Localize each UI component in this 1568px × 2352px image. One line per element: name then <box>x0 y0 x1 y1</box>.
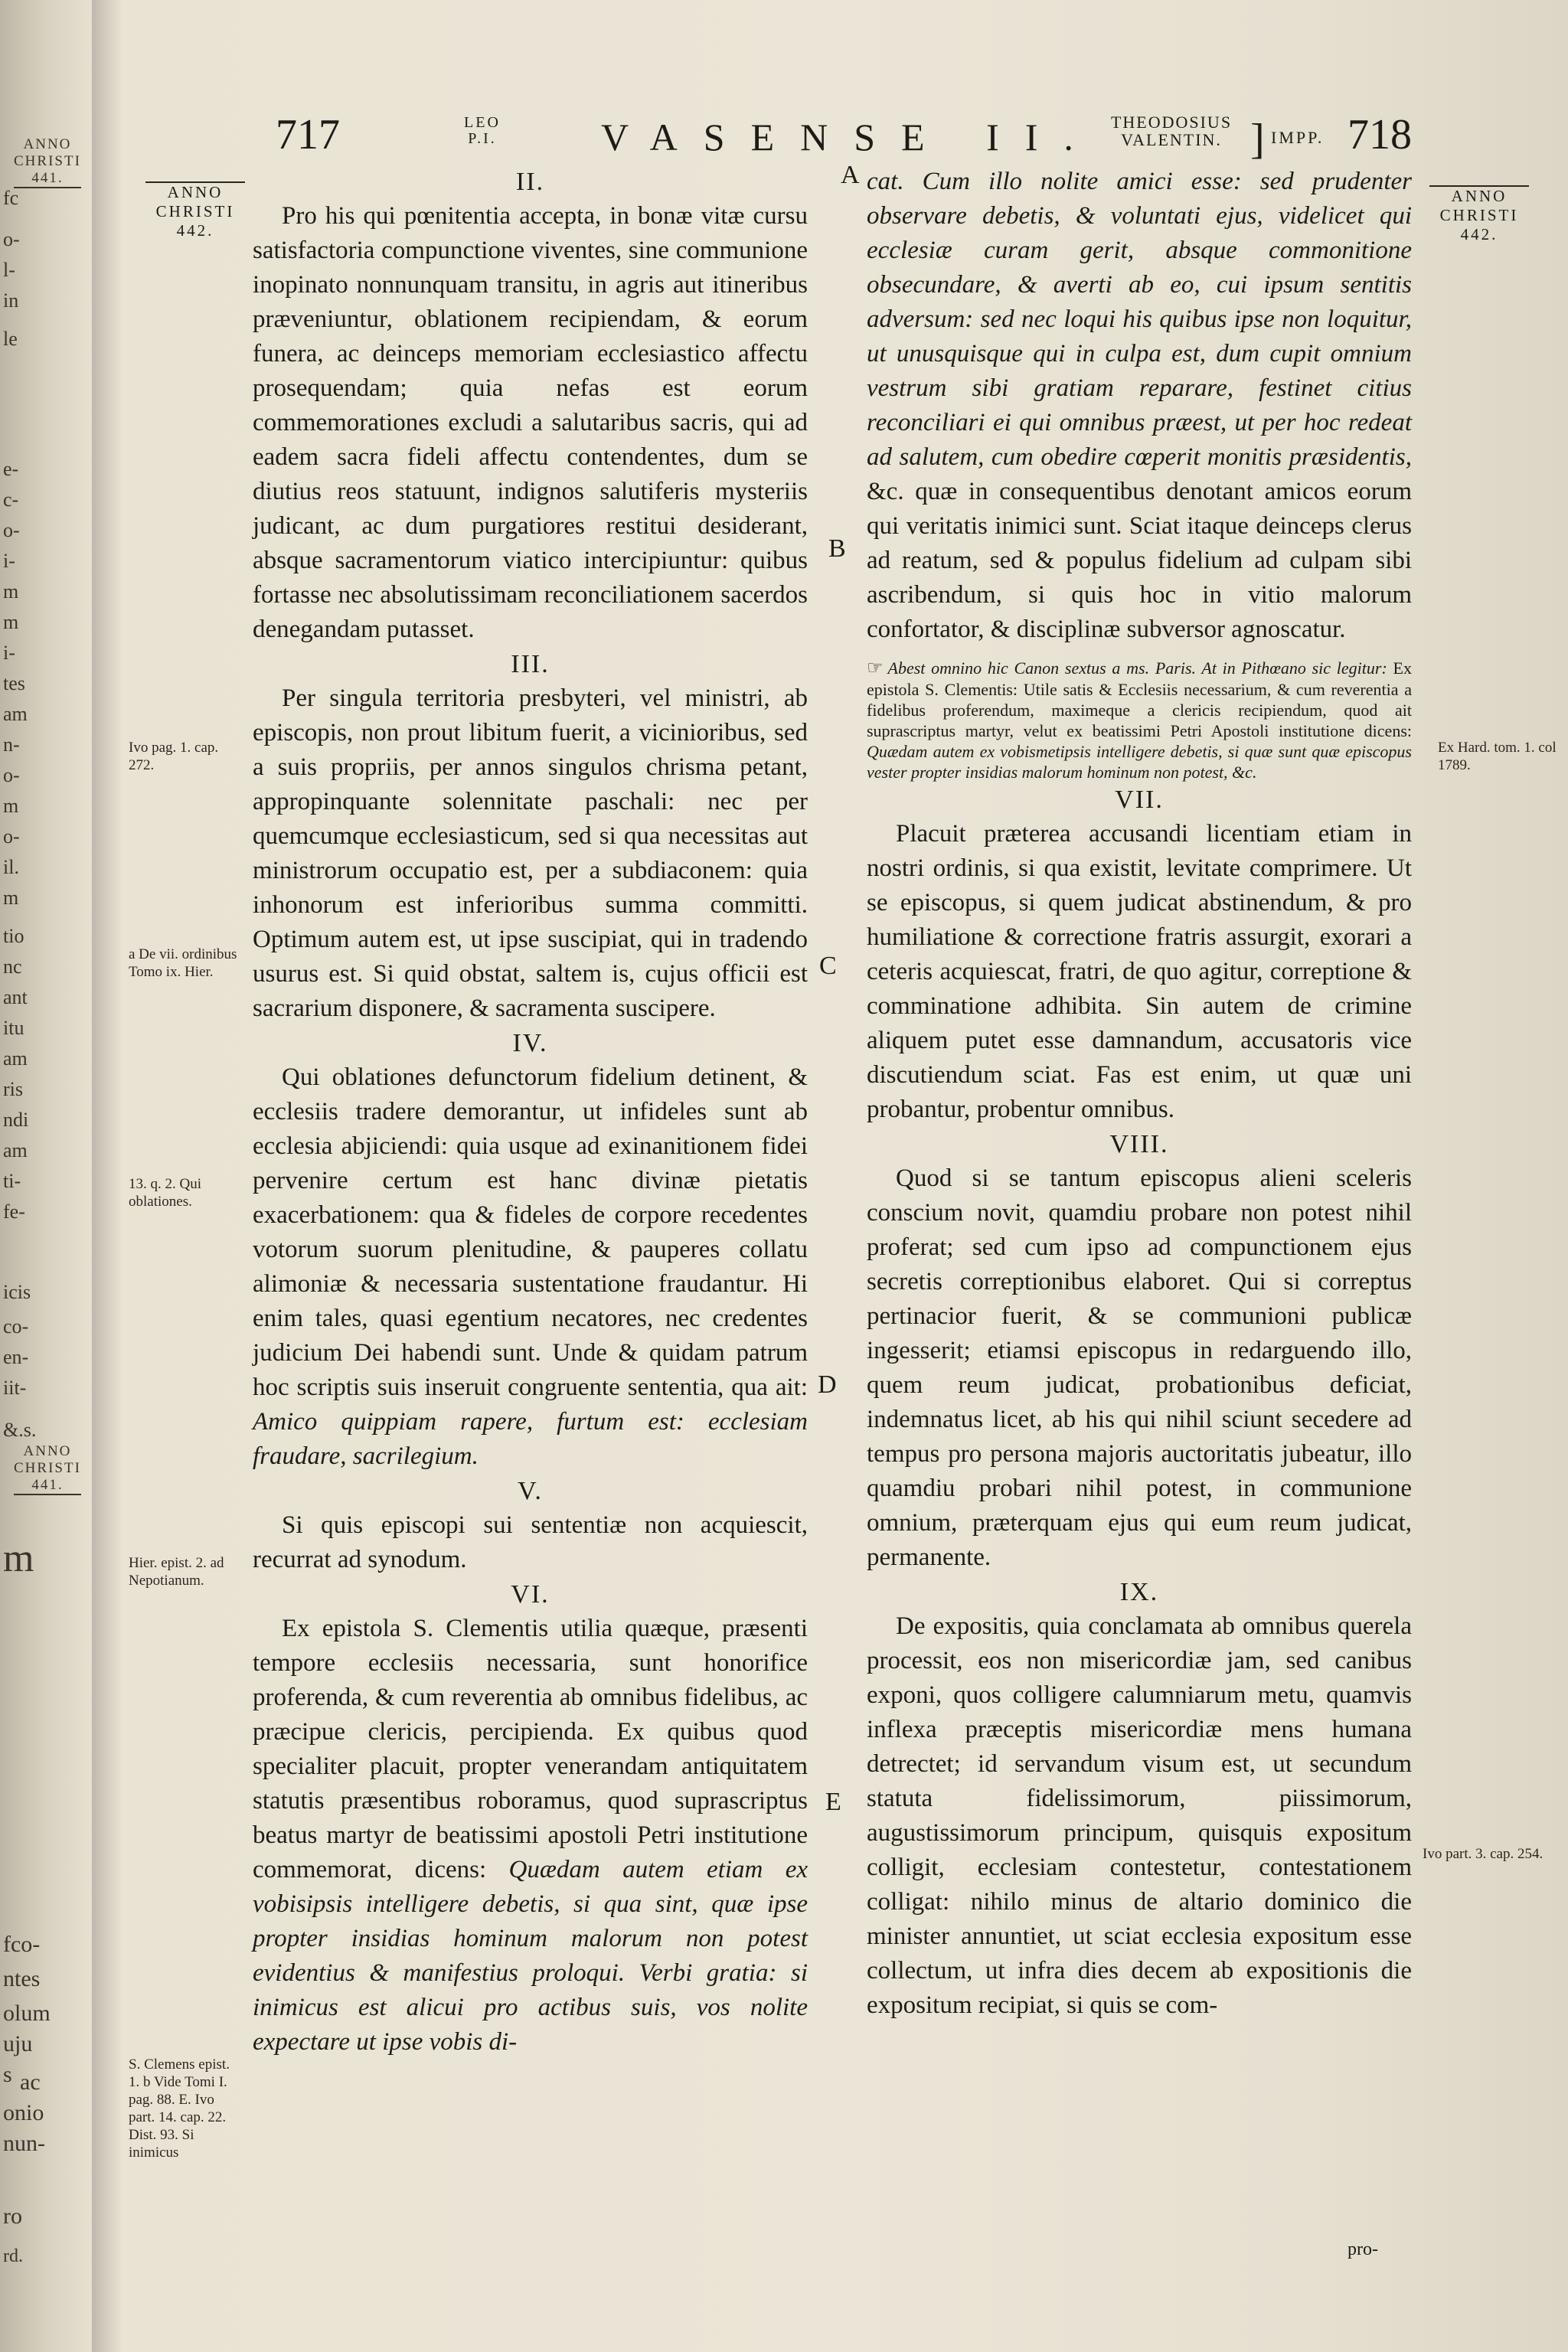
canon-iv-quote: Amico quippiam rapere, furtum est: ecclesiam fraudare, sacrilegium. <box>253 1408 808 1470</box>
canon-heading-viii: VIII. <box>1109 1130 1169 1158</box>
anno-box-right: ANNO CHRISTI 442. <box>1426 184 1533 245</box>
anno-box-left: ANNO CHRISTI 442. <box>142 180 249 241</box>
page-number-left: 717 <box>276 111 340 158</box>
canon-vii-text: Placuit præterea accusandi licentiam etiam in nostri ordinis, si qua existit, levitate comprimere. Ut se episcopus, si quem judicat abstinendum, & pro humiliatione & correctione fratris assurgit, exorari a ceteris acquiescat, fratri, de quo agitur, correptione & comminatione adhibita. Sin autem de crimine aliquem putet esse damnandum, accusatoris vice discutiendum sciat. Fas est enim, ut quæ uni probantur, probentur omnibus. <box>867 820 1412 1123</box>
bracket-glyph: ] <box>1250 116 1265 163</box>
clemens-continued-quote: cat. Cum illo nolite amici esse: sed prudenter observare debetis, & voluntati ejus, videlicet qui ecclesiæ curam gerit, absque commonitione obsecundare, & averti ab eo, cui ipsum sentitis adversum: sed nec loqui his quibus ipse non loquitur, ut unusquisque qui in culpa est, dum cupit omnium vestrum sibi gratiam reparare, festinet citius reconciliari ei qui omnibus præest, ut per hoc redeat ad salutem, cum obedire cœperit monitis præsidentis, <box>867 168 1412 471</box>
margin-note-de-vii-ordinibus: a De vii. ordinibus Tomo ix. Hier. <box>129 946 237 980</box>
running-header <box>253 111 1412 168</box>
editorial-note <box>867 658 1412 782</box>
pointing-hand-icon: ☞ <box>867 658 884 678</box>
margin-note-hard: Ex Hard. tom. 1. col 1789. <box>1438 740 1557 773</box>
section-letter-b: B <box>828 534 846 563</box>
canon-heading-vi: VI. <box>511 1580 550 1609</box>
canon-ix-text: De expositis, quia conclamata ab omnibus querela processit, eos non misericordiæ jam, sed canibus exponi, quos colligere calumniarum metu, quamvis inflexa præceptis misericordiæ mens humana detrectet; id servandum visum est, ut secundum statuta fidelissimorum, piissimorum, augustissimorum principum, quisquis expositum colligit, ecclesiam contestetur, contestationem colligat: nihilo minus de altario dominico die minister annuntiet, ut sciat ecclesia expositum esse collectum, ut infra dies decem ab expositionis die expositum recipiat, si quis se com- <box>867 1612 1412 2019</box>
canon-vi-quote: Quædam autem etiam ex vobisipsis intelligere debetis, si qua sint, quæ ipse propter insidias hominum malorum non potest evidentius & manifestius proloqui. Verbi gratia: si inimicus est alicui pro actibus suis, vos nolite expectare ut ipse vobis di- <box>253 1856 808 2056</box>
section-letter-e: E <box>825 1788 841 1816</box>
canon-heading-vii: VII. <box>1115 786 1164 814</box>
page-number-right: 718 <box>1348 111 1412 158</box>
left-text-column <box>253 165 808 2060</box>
section-letter-d: D <box>818 1370 837 1399</box>
emperors-heading: THEODOSIUS VALENTIN. <box>1110 113 1233 150</box>
canon-v-text: Si quis episcopi sui sententiæ non acquiescit, recurrat ad synodum. <box>253 1511 808 1573</box>
impp-heading: IMPP. <box>1271 128 1325 147</box>
canon-heading-iv: IV. <box>512 1029 548 1057</box>
margin-note-clemens: S. Clemens epist. 1. b Vide Tomi I. pag. 88. E. Ivo part. 14. cap. 22. Dist. 93. Si inimicus <box>129 2056 230 2161</box>
pope-heading: LEO P.I. <box>464 114 501 147</box>
canon-heading-ii: II. <box>515 168 545 196</box>
margin-note-hieronymus: Hier. epist. 2. ad Nepotianum. <box>129 1555 224 1589</box>
catchword: pro- <box>1348 2239 1378 2259</box>
canon-ii-text: Pro his qui pœnitentia accepta, in bonæ vitæ cursu satisfactoria compunctione viventes, sine communione inopinato nonnunquam transitu, in agris aut itineribus præveniuntur, oblationem recipiendam, & eorum funera, ac deinceps memoriam ecclesiastico affectu prosequendam; quia nefas est eorum commemorationes excludi a salutaribus sacris, qui ad eadem sacra fideli affectu contendentes, dum se diutius reos statuunt, indignos salutiferis mysteriis judicant, ac dum purgatiores restitui desiderant, absque sacramentorum viatico intercipiuntur: quibus fortasse nec absolutissimam reconciliationem sacerdos denegandam putasset. <box>253 202 808 643</box>
editorial-note-text: Ex epistola S. Clementis: Utile satis & Ecclesiis necessarium, & cum reverentia a fidelibus proferendum, maximeque a clericis recipiendum, quod ait suprascriptus martyr, velut ex beatissimi Petri Apostoli institutione dicens: <box>867 658 1412 740</box>
right-text-column <box>867 165 1412 2023</box>
canon-iv-paragraph <box>253 1060 808 1474</box>
canon-heading-v: V. <box>518 1477 543 1505</box>
canon-vi-paragraph <box>253 1612 808 2060</box>
section-letter-c: C <box>819 952 837 980</box>
previous-page-strip: ANNO CHRISTI 441. fc o- l- in le e- c- o- i- m m i- tes am n- o- m o- il. m tio nc ant itu am ris ndi am ti- fe- icis co- en- iit- &.s. ANNO CHRISTI 441. m fco- ntes olum uju s ac onio nun- ro rd. <box>3 136 81 2266</box>
editorial-note-italic: Abest omnino hic Canon sextus a ms. Paris. At in Pithœano sic legitur: <box>887 658 1387 678</box>
left-strip-anno-box: ANNO CHRISTI 441. <box>14 136 81 188</box>
margin-note-ivo-part3: Ivo part. 3. cap. 254. <box>1423 1846 1544 1862</box>
running-title: VASENSE II. <box>601 116 1099 158</box>
left-strip-anno-box-lower: ANNO CHRISTI 441. <box>14 1443 81 1495</box>
margin-note-qui-oblationes: 13. q. 2. Qui oblationes. <box>129 1176 201 1210</box>
editorial-note-quote: Quædam autem ex vobismetipsis intelligere debetis, si quæ sunt quæ episcopus vester propter insidias malorum hominum non potest, &c. <box>867 742 1412 782</box>
canon-vi-text: Ex epistola S. Clementis utilia quæque, præsenti tempore ecclesiis necessaria, sunt honorifice proferenda, & cum reverentia ab omnibus fidelibus, ac præcipue clericis, percipienda. Ex quibus quod specialiter placuit, propter venerandam antiquitatem statutis præsentibus roboramus, quod suprascriptus beatus martyr de beatissimi apostoli Petri institutione commemorat, dicens: <box>253 1615 808 1883</box>
section-letter-a: A <box>841 161 860 189</box>
canon-heading-ix: IX. <box>1119 1578 1159 1606</box>
canon-iv-text: Qui oblationes defunctorum fidelium detinent, & ecclesiis tradere demorantur, ut infideles sunt ab ecclesia abjiciendi: quia usque ad exinanitionem fidei pervenire certum est hanc divinæ pietatis exacerbationem: qua & fideles de corpore recedentes votorum suorum plenitudine, & pauperes collatu alimoniæ & necessaria sustentatione fraudantur. Hi enim tales, quasi egentium necatores, nec credentes judicium Dei habendi sunt. Unde & quidam patrum hoc scriptis suis inseruit congruente sententia, qua ait: <box>253 1063 808 1401</box>
canon-iii-text: Per singula territoria presbyteri, vel ministri, ab episcopis, non prout libitum fuerit, a vicinioribus, sed a suis propriis, per annos singulos chrisma petant, appropinquante solennitate paschali: nec per quemcumque ecclesiasticum, sed si qua necessitas aut ministrorum occupatio est, per a subdiaconem: quia inhonorum est inferioribus summa committi. Optimum autem est, ut ipse suscipiat, qui in tradendo usurus est. Si quid obstat, saltem is, cujus officii est sacrarium disponere, & sacramenta suscipere. <box>253 684 808 1022</box>
right-top-paragraph <box>867 165 1412 647</box>
margin-note-ivo: Ivo pag. 1. cap. 272. <box>129 740 219 773</box>
canon-heading-iii: III. <box>511 650 550 678</box>
canon-viii-text: Quod si se tantum episcopus alieni sceleris conscium novit, quamdiu probare non potest nihil proferat; sed cum ipso ad compunctionem ejus secretis correptionibus elaboret. Qui si correptus pertinacior fuerit, & se communioni publicæ ingesserit; etiamsi episcopus in redarguendo illo, quem reum judicat, probationibus deficiat, indemnatus licet, ab his qui nihil sciunt secedere ad tempus pro persona majoris auctoritatis jubeatur, illo quamdiu probari nihil potest, in communione omnium, præterquam ejus qui eum reum judicat, permanente. <box>867 1165 1412 1571</box>
clemens-commentary: &c. quæ in consequentibus denotant amicos eorum qui veritatis inimici sunt. Sciat itaque deinceps clerus ad reatum, sed & populus fidelium ad culpam sibi ascribendum, si quis hoc in vitio malorum confortator, & disciplinæ subversor agnoscatur. <box>867 478 1412 643</box>
